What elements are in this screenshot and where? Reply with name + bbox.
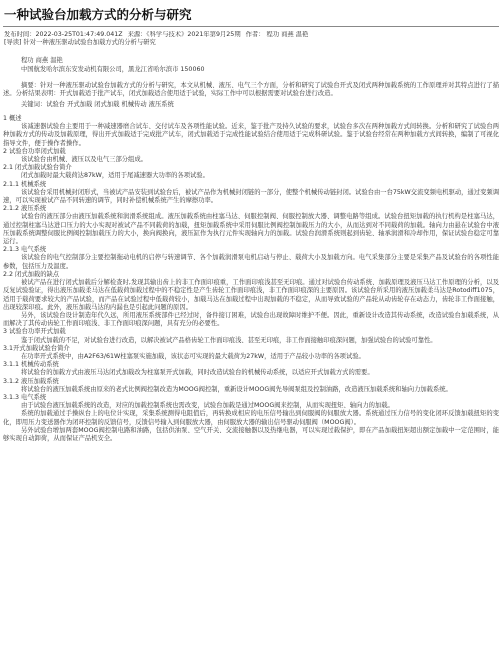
- article-title: 一种试验台加载方式的分析与研究: [4, 7, 192, 22]
- body-paragraph: 被试产品在进行闭式加载后分解检查时,发现其输出齿上的非工作面印痕重，工作面印痕浅甚至无印痕。通过对试验台传动系统、加载原理及液压马达工作原理的分析，以及反复试验验证，得出液压加载柔马达在低载荷加载过程中的不稳定性是产生齿轮工作面印痕浅，非工作面印痕深的主要原因。该试验台所采用的液压加载柔马达是Rotodiff1075，适用于载荷要求较大的产品试验，而产品在试验过程中低载荷较小，加载马达在加载过程中出现加载的不稳定，从而导致试验的产品轮从动齿轮存在动态力，齿轮非工作面接触，出现较深印痕。此外，液压加载马达的内漏也是引起此问题的原因。: [3, 279, 499, 311]
- body-paragraph: 另外试验台增加两套MOOG阀控制电路和油路，包括供油泵、空气开关、交流接触器以及热继电器，可以实现过载保护，即在产品加载扭矩超出额定加载中一定范围时，能够实现自动卸荷，从而保证产品机安全。: [3, 426, 499, 442]
- abstract: 摘要：针对一种液压驱动试验台加载方式的分析与研究，本文从机械、液压、电气三个方面，分析和研究了试验台开式及闭式两种加载系统的工作原理并对其特点进行了描述。分析结果表明：开式加载适于批产试车，闭式加载适合使用适于试验，实际工作中可以根据需要对试验台进行改造。: [3, 81, 499, 98]
- body-paragraph: 由于试验台液压加载系统的改造，对应的加载控制系统也需改变，试验台加载是通过MOOG阀来控制，从而实现扭矩、轴向力的加载。: [21, 402, 394, 410]
- body-paragraph: 该试验台由机械、液压以及电气三部分组成。: [21, 156, 147, 164]
- section-heading: 3.1.3 电气系统: [3, 393, 47, 401]
- publish-time: 发布时间：2022-03-25T01:47:49.041Z: [4, 31, 123, 38]
- body-paragraph: 另外，该试验台设计制造年代久远，所用液压系统部件已经过时，备件接订困难，试验台出现故障时维护不便。因此，重新设计改造其传动系统，改造试验台加载系统，从而解决了其传动齿轮工作面印痕浅、非工作面印痕深问题，具有充分的必要性。: [3, 311, 499, 328]
- source-text: 来源：《科学与技术》2021年第9月25期: [127, 31, 241, 38]
- body-paragraph: 该试验台采用机械封闭形式，当被试产品安装到试验台后，被试产品作为机械封闭链的一部分，使整个机械传动链封闭。试验台由一台75kW交流变频电机驱动，通过变频调速，可以实现被试产品不同转速的调节，同时补偿机械系统产生的摩擦功率。: [3, 188, 499, 205]
- section-heading: 2 试验台功率闭式加载: [3, 147, 66, 155]
- section-heading: 2.1.2 液压系统: [3, 205, 47, 213]
- section-heading: 2.1 闭式加载试验台简介: [3, 164, 72, 172]
- section-heading: 3.1开式加载试验台简介: [3, 344, 70, 352]
- body-paragraph: 该试验台的电气控制部分主要控制拖动电机的启停与转速调节、各个加载润滑泵电机启动与停止、载荷大小及加载方向。电气采集部分主要是采集产品及试验台的各项性能参数，包括压力及温度。: [3, 254, 499, 270]
- section-heading: 2.2 闭式加载的缺点: [3, 270, 60, 278]
- authors-text: 作者： 程功 商燕 温艳: [245, 31, 309, 38]
- section-heading: 2.1.3 电气系统: [3, 246, 47, 254]
- body-paragraph: 试验台的液压部分由液压加载系统和润滑系统组成。液压加载系统由柱塞马达、伺服控制阀、伺服控制放大器、调整电路等组成。试验台扭矩加载的执行机构是柱塞马达，通过控制柱塞马达进口压力的大小实现对被试产品不同载荷的加载，扭矩加载系统中采用伺服比例阀控制加载压力的大小，从而达到对不同载荷的加载。轴向力由悬在试验台中液压加载系统调整伺服比例阀控制加载压力的大小，换向阀换向，液压缸作为执行元件实现轴向力的加载。试验台润滑系统则起到齿轮、轴承润滑和冷却作用，保证试验台稳定可靠运行。: [3, 213, 499, 246]
- guide-text: [导读] 针对一种液压驱动试验台加载方式的分析与研究: [4, 39, 156, 47]
- body-paragraph: 该减速器试验台主要用于一种减速器磨合试车、交付试车及各项性能试验。近来，鉴于批产及持久试验的要求，试验台多次在两种加载方式间转换。分析和研究了试验台两种加载方式的传动及加载原理，得出开式加载适于完成批产试车，闭式加载适于完成性能试验结合使用适于完成科研试验。鉴于试验台经常在两种加载方式间转换，编制了可视化指导文件，便于操作者操作。: [3, 123, 499, 147]
- body-paragraph: 在功率开式系统中，由A2F63/61W柱塞泵实施加载，该状态可实现的最大载荷为27kW，适用于产品较小功率的各项试验。: [21, 352, 365, 360]
- section-heading: 2.1.1 机械系统: [3, 180, 47, 188]
- author-affiliation: 中国航发哈尔滨东安发动机有限公司，黑龙江省哈尔滨市 150060: [21, 65, 205, 73]
- section-heading: 3.1.2 液压加载系统: [3, 377, 59, 385]
- section-heading: 3 试验台功率开式加载: [3, 328, 66, 336]
- body-paragraph: 鉴于闭式加载的不足，对试验台进行改造，以解决被试产品格齿轮工作面印痕浅、甚至无印痕，非工作面接触印痕深问题，加强试验台的试验可靠性。: [21, 336, 437, 344]
- author-block: [21, 56, 499, 74]
- author-names: 程功 商燕 温艳: [21, 56, 63, 64]
- body-paragraph: 闭式加载时最大载荷达87kW，适用于尾减速器大功率的各项试验。: [21, 172, 209, 180]
- section-heading: 3.1.1 机械传动系统: [3, 361, 59, 369]
- section-heading: 1 概述: [3, 115, 22, 123]
- body-paragraph: 系统的加载通过手操纵台上的电位计实现，采集系统测得电阻值后，再转换成相应的电压信号输出到伺服阀的伺服放大器。系统通过压力信号的变化闭环反馈加载扭矩的变化，即用压力变送器作为闭环控制的反馈信号，反馈信号输入到伺服放大器，由伺服放大器的输出信号驱动伺服阀（MOOG阀）。: [3, 410, 499, 426]
- keywords: 关键词：试验台 开式加载 闭式加载 机械传动 液压系统: [21, 100, 174, 108]
- body-paragraph: 将试验台的加载方式由液压马达闭式加载改为柱塞泵开式加载，同时改造试验台的机械传动系统，以适应开式加载方式的需要。: [21, 369, 374, 377]
- title-divider: [3, 26, 499, 27]
- body-paragraph: 将试验台的液压加载系统由原来的老式比例阀控制改造为MOOG阀控制，重新设计MOOG阀先导阀泵组及控制油路，改造液压加载系统和轴向力加载系统。: [21, 385, 452, 393]
- article-body: [3, 115, 499, 443]
